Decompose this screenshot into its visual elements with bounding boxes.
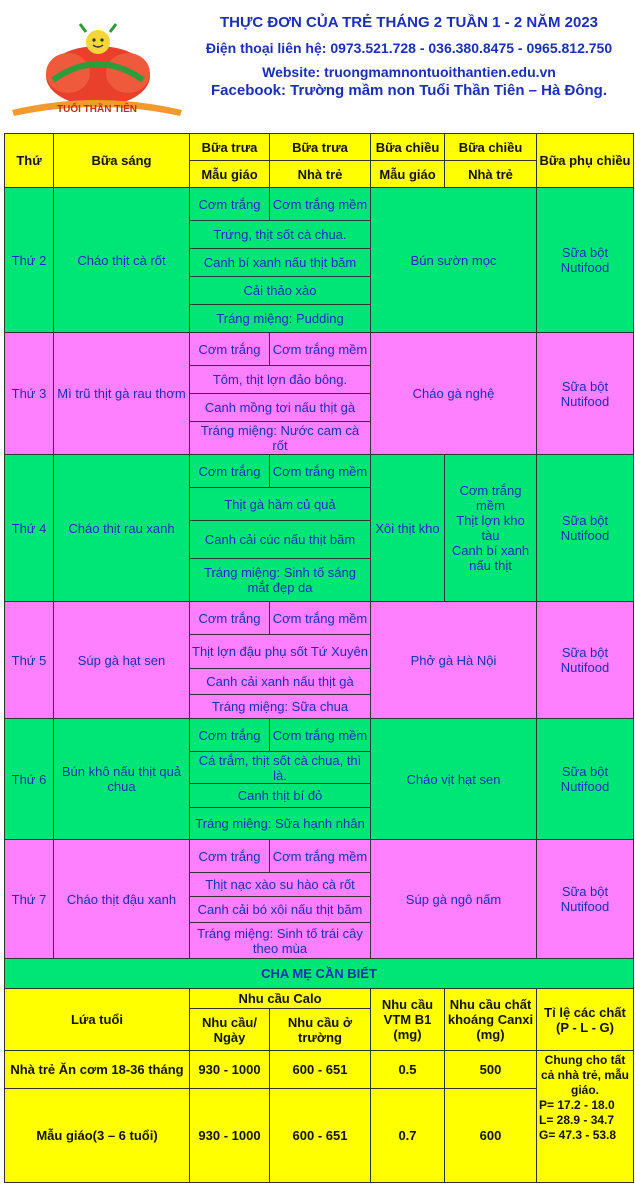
lunch-dessert: Tráng miệng: Sữa chua — [190, 695, 371, 719]
snack-cell: Sữa bột Nutifood — [537, 840, 634, 959]
lunch-rice-mg: Cơm trắng — [190, 719, 270, 752]
header-canxi: Nhu cầu chất khoáng Canxi (mg) — [445, 989, 537, 1051]
day-label: Thứ 7 — [5, 840, 54, 959]
sub-header-nha-tre: Nhà trẻ — [270, 161, 371, 188]
facebook-link[interactable]: Facebook: Trường mầm non Tuổi Thần Tiên – Hà Đông. — [211, 82, 607, 99]
afternoon-item: Cơm trắng mềm — [459, 483, 522, 513]
lunch-dish: Tôm, thịt lợn đảo bông. — [190, 366, 371, 394]
lunch-dessert: Tráng miệng: Sinh tố sáng mắt đẹp da — [190, 559, 371, 602]
calo-school: 600 - 651 — [270, 1089, 371, 1183]
header-calo-school: Nhu cầu ở trường — [270, 1009, 371, 1051]
snack-cell: Sữa bột Nutifood — [537, 188, 634, 333]
menu-table — [4, 133, 634, 1183]
col-header-afternoon-mg: Bữa chiều — [371, 134, 445, 161]
header-text — [186, 14, 632, 99]
breakfast-cell: Cháo thịt cà rốt — [54, 188, 190, 333]
canxi-value: 500 — [445, 1051, 537, 1089]
lunch-rice-nt: Cơm trắng mềm — [270, 188, 371, 221]
page-header — [0, 0, 635, 133]
afternoon-cell: Bún sườn mọc — [371, 188, 537, 333]
lunch-rice-mg: Cơm trắng — [190, 840, 270, 873]
afternoon-cell-mg: Xôi thịt kho — [371, 455, 445, 602]
lunch-rice-mg: Cơm trắng — [190, 188, 270, 221]
lunch-dessert: Tráng miệng: Sữa hạnh nhân — [190, 808, 371, 840]
snack-cell: Sữa bột Nutifood — [537, 719, 634, 840]
calo-school: 600 - 651 — [270, 1051, 371, 1089]
canxi-value: 600 — [445, 1089, 537, 1183]
age-nha-tre: Nhà trẻ Ăn cơm 18-36 tháng — [5, 1051, 190, 1089]
header-age: Lứa tuổi — [5, 989, 190, 1051]
snack-cell: Sữa bột Nutifood — [537, 333, 634, 455]
afternoon-cell: Súp gà ngô nấm — [371, 840, 537, 959]
ratio-note: Chung cho tất cả nhà trẻ, mẫu giáo. — [540, 1053, 630, 1097]
lunch-rice-nt: Cơm trắng mềm — [270, 455, 371, 488]
lunch-dessert: Tráng miệng: Pudding — [190, 305, 371, 333]
afternoon-cell-nt — [445, 455, 537, 602]
lunch-dish: Canh mồng tơi nấu thịt gà — [190, 394, 371, 422]
sub-header-mau-giao: Mẫu giáo — [190, 161, 270, 188]
calo-day: 930 - 1000 — [190, 1051, 270, 1089]
day-label: Thứ 2 — [5, 188, 54, 333]
school-logo-icon — [8, 18, 186, 118]
afternoon-cell: Cháo gà nghệ — [371, 333, 537, 455]
lunch-rice-mg: Cơm trắng — [190, 455, 270, 488]
breakfast-cell: Bún khô nấu thịt quả chua — [54, 719, 190, 840]
lunch-dessert: Tráng miệng: Sinh tố trái cây theo mùa — [190, 923, 371, 959]
sub-header-nha-tre: Nhà trẻ — [445, 161, 537, 188]
lunch-dish: Canh cải bó xôi nấu thịt băm — [190, 897, 371, 923]
col-header-snack: Bữa phụ chiều — [537, 134, 634, 188]
day-label: Thứ 3 — [5, 333, 54, 455]
lunch-rice-nt: Cơm trắng mềm — [270, 333, 371, 366]
lunch-rice-nt: Cơm trắng mềm — [270, 602, 371, 635]
afternoon-item: Canh bí xanh nấu thịt — [451, 543, 530, 573]
col-header-thu: Thứ — [5, 134, 54, 188]
lunch-rice-mg: Cơm trắng — [190, 333, 270, 366]
afternoon-cell: Cháo vịt hạt sen — [371, 719, 537, 840]
snack-cell: Sữa bột Nutifood — [537, 602, 634, 719]
breakfast-cell: Cháo thịt đậu xanh — [54, 840, 190, 959]
breakfast-cell: Súp gà hạt sen — [54, 602, 190, 719]
lunch-rice-mg: Cơm trắng — [190, 602, 270, 635]
lunch-dish: Canh cải xanh nấu thịt gà — [190, 669, 371, 695]
lunch-dessert: Tráng miệng: Nước cam cà rốt — [190, 422, 371, 455]
ratio-g: G= 47.3 - 53.8 — [539, 1128, 617, 1142]
col-header-lunch-mg: Bữa trưa — [190, 134, 270, 161]
col-header-breakfast: Bữa sáng — [54, 134, 190, 188]
lunch-dish: Thịt lợn đậu phụ sốt Tứ Xuyên — [190, 635, 371, 669]
breakfast-cell: Cháo thịt rau xanh — [54, 455, 190, 602]
col-header-lunch-nt: Bữa trưa — [270, 134, 371, 161]
lunch-dish: Cải thảo xào — [190, 277, 371, 305]
lunch-dish: Canh thịt bí đỏ — [190, 784, 371, 808]
afternoon-cell: Phở gà Hà Nội — [371, 602, 537, 719]
lunch-rice-nt: Cơm trắng mềm — [270, 719, 371, 752]
lunch-dish: Cá trắm, thịt sốt cà chua, thì là. — [190, 752, 371, 784]
menu-title: THỰC ĐƠN CỦA TRẺ THÁNG 2 TUẦN 1 - 2 NĂM 2023 — [219, 14, 599, 31]
day-label: Thứ 4 — [5, 455, 54, 602]
vtm-b1-value: 0.7 — [371, 1089, 445, 1183]
lunch-dish: Thịt gà hầm củ quả — [190, 488, 371, 521]
day-label: Thứ 5 — [5, 602, 54, 719]
lunch-rice-nt: Cơm trắng mềm — [270, 840, 371, 873]
calo-day: 930 - 1000 — [190, 1089, 270, 1183]
website-link[interactable]: Website: truongmamnontuoithantien.edu.vn — [262, 64, 556, 80]
header-vtm-b1: Nhu cầu VTM B1 (mg) — [371, 989, 445, 1051]
lunch-dish: Thịt nạc xào su hào cà rốt — [190, 873, 371, 897]
day-label: Thứ 6 — [5, 719, 54, 840]
age-mau-giao: Mẫu giáo(3 – 6 tuổi) — [5, 1089, 190, 1183]
sub-header-mau-giao: Mẫu giáo — [371, 161, 445, 188]
col-header-afternoon-nt: Bữa chiều — [445, 134, 537, 161]
afternoon-item: Thịt lợn kho tàu — [456, 513, 525, 543]
header-calo: Nhu cầu Calo — [190, 989, 371, 1009]
ratio-p: P= 17.2 - 18.0 — [539, 1098, 615, 1112]
lunch-dish: Canh bí xanh nấu thịt băm — [190, 249, 371, 277]
lunch-dish: Trứng, thịt sốt cà chua. — [190, 221, 371, 249]
header-ratio: Tỉ lệ các chất (P - L - G) — [537, 989, 634, 1051]
parents-section-title: CHA MẸ CẦN BIẾT — [5, 959, 634, 989]
header-calo-day: Nhu cầu/ Ngày — [190, 1009, 270, 1051]
svg-text:TUỔI THẦN TIÊN: TUỔI THẦN TIÊN — [57, 104, 137, 115]
lunch-dish: Canh cải cúc nấu thịt băm — [190, 521, 371, 559]
snack-cell: Sữa bột Nutifood — [537, 455, 634, 602]
vtm-b1-value: 0.5 — [371, 1051, 445, 1089]
ratio-l: L= 28.9 - 34.7 — [539, 1113, 615, 1127]
ratio-cell — [537, 1051, 634, 1183]
breakfast-cell: Mì trũ thịt gà rau thơm — [54, 333, 190, 455]
contact-phone: Điện thoại liên hệ: 0973.521.728 - 036.380.8475 - 0965.812.750 — [205, 40, 613, 56]
